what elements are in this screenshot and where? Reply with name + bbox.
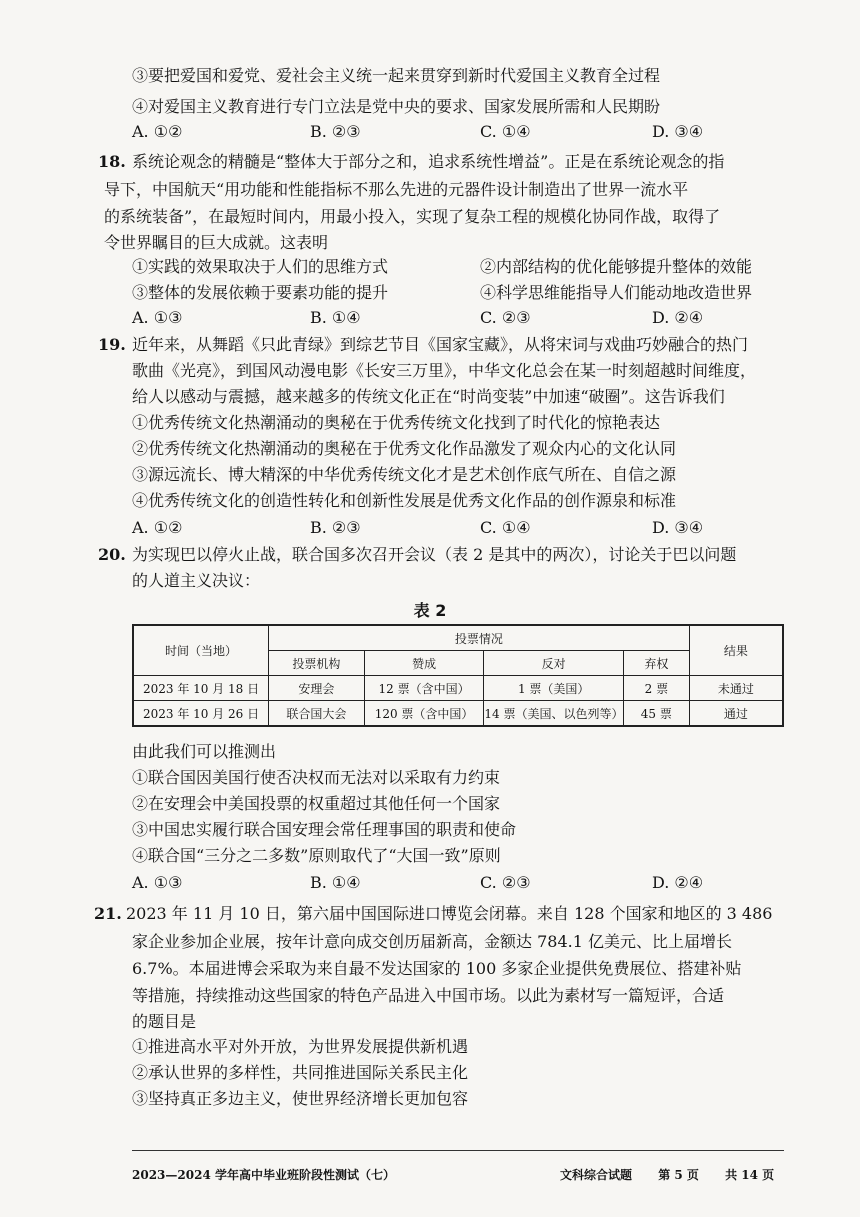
header-result: 结果 — [689, 625, 783, 676]
q20-option-3: ③中国忠实履行联合国安理会常任理事国的职责和使命 — [132, 820, 517, 839]
q17-option-3: ③要把爱国和爱党、爱社会主义统一起来贯穿到新时代爱国主义教育全过程 — [132, 66, 661, 85]
q19-option-4: ④优秀传统文化的创造性转化和创新性发展是优秀文化作品的创作源泉和标准 — [132, 491, 677, 510]
header-time: 时间（当地） — [133, 625, 269, 676]
footer-page-number: 第 5 页 — [658, 1168, 699, 1182]
q19-stem-line: 近年来，从舞蹈《只此青绿》到综艺节目《国家宝藏》，从将宋词与戏曲巧妙融合的热门 — [132, 335, 749, 354]
q19-option-3: ③源远流长、博大精深的中华优秀传统文化才是艺术创作底气所在、自信之源 — [132, 465, 677, 484]
q21-option-1: ①推进高水平对外开放，为世界发展提供新机遇 — [132, 1037, 469, 1056]
header-abstain: 弃权 — [623, 651, 689, 676]
q18-option-1: ①实践的效果取决于人们的思维方式 — [132, 257, 389, 276]
q18-option-4: ④科学思维能指导人们能动地改造世界 — [480, 283, 753, 302]
q19-stem-line: 给人以感动与震撼，越来越多的传统文化正在“时尚变装”中加速“破圈”。这告诉我们 — [132, 387, 725, 406]
q20-lead: 由此我们可以推测出 — [132, 742, 277, 761]
q20-choice-a: A. ①③ — [132, 873, 183, 892]
footer-subject: 文科综合试题 — [560, 1168, 633, 1182]
q19-option-2: ②优秀传统文化热潮涌动的奥秘在于优秀文化作品激发了观众内心的文化认同 — [132, 439, 677, 458]
footer-info — [560, 1166, 796, 1183]
q17-choice-b: B. ②③ — [310, 122, 361, 141]
footer-exam-title: 2023—2024 学年高中毕业班阶段性测试（七） — [132, 1168, 395, 1182]
q18-choices — [132, 308, 772, 328]
table-title: 表 2 — [413, 601, 447, 620]
q21-number: 21. — [94, 904, 122, 923]
q21-stem-line: 6.7%。本届进博会采取为来自最不发达国家的 100 多家企业提供免费展位、搭建补贴 — [132, 959, 742, 978]
q20-choice-c: C. ②③ — [480, 873, 531, 892]
header-yes: 赞成 — [364, 651, 484, 676]
q20-choice-d: D. ②④ — [652, 873, 704, 892]
q18-choice-b: B. ①④ — [310, 308, 361, 327]
vote-table — [132, 624, 784, 727]
q17-option-4: ④对爱国主义教育进行专门立法是党中央的要求、国家发展所需和人民期盼 — [132, 97, 661, 116]
cell-result: 通过 — [689, 701, 783, 727]
q20-choice-b: B. ①④ — [310, 873, 361, 892]
q21-stem-line: 的题目是 — [132, 1012, 197, 1031]
q20-choices — [132, 873, 772, 893]
q18-stem-line: 的系统装备”，在最短时间内，用最小投入，实现了复杂工程的规模化协同作战，取得了 — [104, 207, 721, 226]
q19-choice-c: C. ①④ — [480, 518, 531, 537]
q18-choice-c: C. ②③ — [480, 308, 531, 327]
q17-choice-c: C. ①④ — [480, 122, 531, 141]
header-body: 投票机构 — [269, 651, 365, 676]
q20-option-2: ②在安理会中美国投票的权重超过其他任何一个国家 — [132, 794, 501, 813]
q19-choices — [132, 518, 772, 538]
q18-choice-a: A. ①③ — [132, 308, 183, 327]
cell-time: 2023 年 10 月 26 日 — [133, 701, 269, 727]
q21-stem-line: 家企业参加企业展，按年计意向成交创历届新高，金额达 784.1 亿美元、比上届增长 — [132, 932, 732, 951]
q19-choice-a: A. ①② — [132, 518, 183, 537]
header-no: 反对 — [484, 651, 624, 676]
q18-choice-d: D. ②④ — [652, 308, 704, 327]
footer-divider — [132, 1150, 784, 1151]
q19-choice-d: D. ③④ — [652, 518, 704, 537]
table-row — [133, 676, 783, 701]
cell-time: 2023 年 10 月 18 日 — [133, 676, 269, 701]
q19-number: 19. — [98, 335, 126, 354]
q17-choice-d: D. ③④ — [652, 122, 704, 141]
q18-number: 18. — [98, 152, 126, 171]
q21-option-2: ②承认世界的多样性，共同推进国际关系民主化 — [132, 1063, 469, 1082]
q20-option-1: ①联合国因美国行使否决权而无法对以采取有力约束 — [132, 768, 501, 787]
header-vote: 投票情况 — [269, 625, 690, 651]
q19-stem-line: 歌曲《光亮》，到国风动漫电影《长安三万里》，中华文化总会在某一时刻超越时间维度， — [132, 361, 757, 380]
q20-stem-line: 为实现巴以停火止战，联合国多次召开会议（表 2 是其中的两次），讨论关于巴以问题 — [132, 545, 737, 564]
footer-page-total: 共 14 页 — [725, 1168, 775, 1182]
cell-no: 14 票（美国、以色列等） — [484, 701, 624, 727]
q21-stem-line: 等措施，持续推动这些国家的特色产品进入中国市场。以此为素材写一篇短评，合适 — [132, 986, 725, 1005]
cell-body: 联合国大会 — [269, 701, 365, 727]
q18-option-2: ②内部结构的优化能够提升整体的效能 — [480, 257, 753, 276]
cell-abstain: 45 票 — [623, 701, 689, 727]
q20-stem-line: 的人道主义决议： — [132, 571, 261, 590]
cell-abstain: 2 票 — [623, 676, 689, 701]
q19-choice-b: B. ②③ — [310, 518, 361, 537]
q20-number: 20. — [98, 545, 126, 564]
q21-stem-line: 2023 年 11 月 10 日，第六届中国国际进口博览会闭幕。来自 128 个国家和地区的 3 486 — [126, 904, 773, 923]
q21-option-3: ③坚持真正多边主义，使世界经济增长更加包容 — [132, 1089, 469, 1108]
cell-yes: 12 票（含中国） — [364, 676, 484, 701]
q17-choices — [132, 122, 772, 142]
q18-stem-line: 系统论观念的精髓是“整体大于部分之和，追求系统性增益”。正是在系统论观念的指 — [132, 152, 725, 171]
q19-option-1: ①优秀传统文化热潮涌动的奥秘在于优秀传统文化找到了时代化的惊艳表达 — [132, 413, 661, 432]
q17-choice-a: A. ①② — [132, 122, 183, 141]
cell-result: 未通过 — [689, 676, 783, 701]
q18-stem-line: 令世界瞩目的巨大成就。这表明 — [104, 233, 329, 252]
q20-option-4: ④联合国“三分之二多数”原则取代了“大国一致”原则 — [132, 846, 501, 865]
q18-option-3: ③整体的发展依赖于要素功能的提升 — [132, 283, 389, 302]
cell-yes: 120 票（含中国） — [364, 701, 484, 727]
cell-body: 安理会 — [269, 676, 365, 701]
table-row — [133, 701, 783, 727]
cell-no: 1 票（美国） — [484, 676, 624, 701]
q18-stem-line: 导下，中国航天“用功能和性能指标不那么先进的元器件设计制造出了世界一流水平 — [104, 180, 689, 199]
